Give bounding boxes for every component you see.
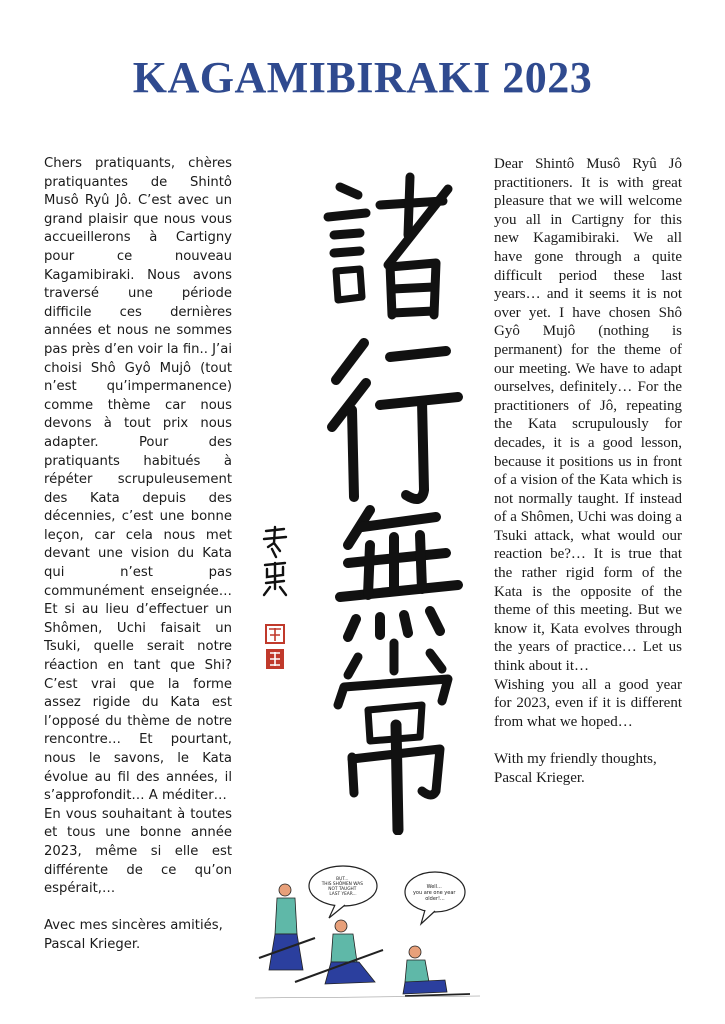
french-closing: Avec mes sincères amitiés, xyxy=(44,918,223,934)
english-closing: With my friendly thoughts, xyxy=(494,751,657,767)
calligraphy-char-3 xyxy=(340,510,458,637)
cartoon-figure-right xyxy=(403,946,470,996)
calligraphy-shogyomujo xyxy=(318,165,468,835)
french-wishes: En vous souhaitant à toutes et tous une bonne année 2023, même si elle est différente de ce qu’on espérait,… xyxy=(44,806,232,897)
cartoon-figure-left xyxy=(259,884,315,970)
french-signature: Pascal Krieger. xyxy=(44,936,141,952)
svg-text:Well... you are one year: Well... you are one year older!... xyxy=(412,884,456,902)
artist-signature xyxy=(260,525,290,675)
calligraphy-char-4 xyxy=(338,643,448,830)
english-wishes: Wishing you all a good year for 2023, even if it is different from what we hoped… xyxy=(494,676,682,730)
english-column xyxy=(494,155,682,787)
page-title: KAGAMIBIRAKI 2023 xyxy=(132,53,593,102)
artist-seal-2 xyxy=(266,649,284,669)
calligraphy-char-1 xyxy=(328,177,448,315)
cartoon-illustration xyxy=(255,862,480,1002)
svg-text:BUT... THIS SHÔMEN WAS: BUT... THIS SHÔMEN WAS NOT TAUGHT LAST YEAR... xyxy=(321,877,363,897)
french-body: Chers pratiquants, chères pratiquantes de Shintô Musô Ryû Jô. C’est avec un grand plaisir que nous vous accueillerons à Cartigny pour ce nouveau Kagamibiraki. Nous avons traversé une période difficile ces dernières années et nous ne sommes pas près d’en voir la fin.. J’ai choisi Shô Gyô Mujô (tout n’est qu’impermanence) comme thème car nous devons à tout prix nous adapter. Pour des pratiquants habitués à répéter scrupuleusement des Kata depuis des décennies, c’est une bonne leçon, car cela nous met devant une vision du Kata qui n’est pas communément enseignée… Et si au lieu d’effectuer un Shômen, Uchi faisait un Tsuki, quelle serait notre réaction en tant que Shi? C’est vrai que la forme assez rigide du Kata est l’opposé du thème de notre rencontre… Et pourtant, nous le savons, le Kata évolue au fil des années, il s’approfondit… A méditer… xyxy=(44,156,232,804)
french-column xyxy=(44,155,232,955)
speech-bubble-2 xyxy=(405,872,465,924)
artist-seal-1 xyxy=(266,625,284,643)
calligraphy-char-2 xyxy=(332,343,458,499)
english-signature: Pascal Krieger. xyxy=(494,769,585,786)
english-body: Dear Shintô Musô Ryû Jô practitioners. It is with great pleasure that we will welcome you all in Cartigny for this new Kagamibiraki. We all have gone through a quite difficult period these last years… and it seems it is not over yet. I have chosen Shô Gyô Mujô (nothing is permanent) for the theme of our meeting. We have to adapt ourselves, definitely… For the practitioners of Jô, repeating the Kata scrupulously for decades, it is a good lesson, because it positions us in front of a vision of the Kata which is not normally taught. If instead of a Shômen, Uchi was doing a Tsuki attack, what would our reaction be?… It is true that the rather rigid form of the Kata is the opposite of the theme of this meeting. But we know it, Kata evolves through the years of practice… Let us think about it… xyxy=(494,156,682,675)
cartoon-figure-middle xyxy=(295,920,383,984)
speech-bubble-1 xyxy=(309,866,377,918)
